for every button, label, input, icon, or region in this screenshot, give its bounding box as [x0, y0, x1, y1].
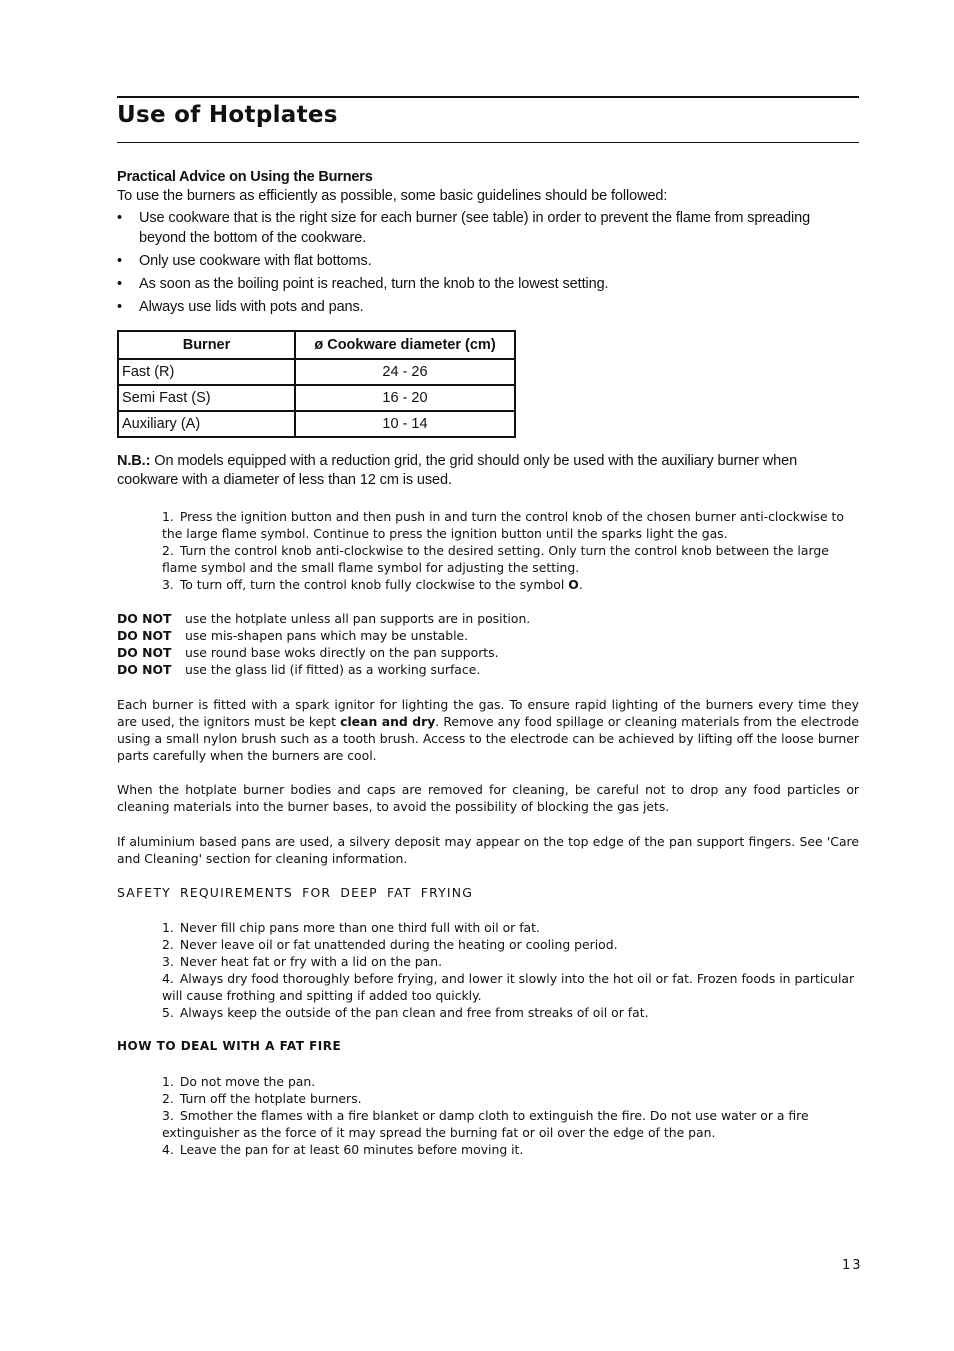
- fat-fire-heading: HOW TO DEAL WITH A FAT FIRE: [117, 1039, 342, 1053]
- table-row: [118, 359, 515, 385]
- ignitor-paragraph: Each burner is fitted with a spark ignitor for lighting the gas. To ensure rapid lighting of the burners every time they are used, the ignitors must be kept clean and dry. Remove any food spillage or cleaning materials from the electrode using a small nylon brush such as a tooth brush. Access to the electrode can be achieved by lifting off the loose burner parts carefully when the burners are cool.: [117, 697, 859, 764]
- list-item: 1. Press the ignition button and then push in and turn the control knob of the chosen burner anti-clockwise to the large flame symbol. Continue to press the ignition button until the sparks light the gas.: [162, 509, 844, 542]
- table-cell-diameter: 16 - 20: [295, 385, 515, 411]
- list-item: 4. Leave the pan for at least 60 minutes before moving it.: [162, 1142, 524, 1158]
- frying-steps: [162, 919, 859, 1022]
- list-item: 3. To turn off, turn the control knob fully clockwise to the symbol O.: [162, 577, 583, 593]
- table-row: [118, 385, 515, 411]
- table-header-burner: Burner: [118, 331, 295, 359]
- nb-text: On models equipped with a reduction grid, the grid should only be used with the auxiliary burner when cookware with a diameter of less than 12 cm is used.: [117, 453, 798, 488]
- list-item: • Always use lids with pots and pans.: [117, 299, 364, 315]
- list-item: DO NOT use the glass lid (if fitted) as a working surface.: [117, 662, 481, 678]
- table-cell-burner: Fast (R): [118, 359, 295, 385]
- nb-note: [117, 452, 859, 490]
- list-item: 3. Never heat fat or fry with a lid on the pan.: [162, 954, 443, 970]
- bullet-icon: •: [117, 276, 122, 292]
- title-rule-top: [117, 96, 859, 98]
- list-item: DO NOT use the hotplate unless all pan supports are in position.: [117, 611, 531, 626]
- list-item: • As soon as the boiling point is reached, turn the knob to the lowest setting.: [117, 276, 609, 292]
- list-item: 2. Never leave oil or fat unattended during the heating or cooling period.: [162, 937, 618, 953]
- nb-label: N.B.:: [117, 453, 151, 469]
- table-cell-burner: Auxiliary (A): [118, 411, 295, 437]
- burner-advice-intro: To use the burners as efficiently as possible, some basic guidelines should be followed:: [117, 188, 668, 204]
- bullet-icon: •: [117, 299, 122, 315]
- ignition-steps: [162, 508, 859, 593]
- aluminium-paragraph: If aluminium based pans are used, a silvery deposit may appear on the top edge of the pan support fingers. See 'Care and Cleaning' section for cleaning information.: [117, 834, 859, 867]
- table-header-row: [118, 331, 515, 359]
- list-item: 5. Always keep the outside of the pan clean and free from streaks of oil or fat.: [162, 1005, 649, 1021]
- list-item: • Only use cookware with flat bottoms.: [117, 253, 372, 269]
- list-item: 2. Turn off the hotplate burners.: [162, 1091, 362, 1107]
- burner-advice-heading: Practical Advice on Using the Burners: [117, 169, 373, 185]
- cleaning-paragraph: When the hotplate burner bodies and caps are removed for cleaning, be careful not to drop any food particles or cleaning materials into the burner bases, to avoid the possibility of blocking the gas jets.: [117, 782, 859, 815]
- bullet-icon: •: [117, 253, 122, 269]
- table-cell-diameter: 24 - 26: [295, 359, 515, 385]
- list-item: DO NOT use round base woks directly on the pan supports.: [117, 645, 499, 661]
- table-header-diameter: ø Cookware diameter (cm): [295, 331, 515, 359]
- table-cell-diameter: 10 - 14: [295, 411, 515, 437]
- off-symbol: O: [568, 577, 579, 593]
- table-row: [118, 411, 515, 437]
- frying-heading: SAFETY REQUIREMENTS FOR DEEP FAT FRYING: [117, 885, 473, 900]
- list-item: • Use cookware that is the right size for each burner (see table) in order to prevent the flame from spreading beyond the bottom of the cookware.: [117, 210, 811, 246]
- bullet-icon: •: [117, 210, 122, 226]
- list-item: 1. Do not move the pan.: [162, 1074, 316, 1089]
- page-number: 13: [842, 1258, 863, 1273]
- title-rule-bottom: [117, 142, 859, 143]
- page-title: Use of Hotplates: [117, 102, 338, 128]
- list-item: 3. Smother the flames with a fire blanket or damp cloth to extinguish the fire. Do not use water or a fire extinguisher as the force of it may spread the burning fat or oil over the edge of the pan.: [162, 1108, 809, 1141]
- table-cell-burner: Semi Fast (S): [118, 385, 295, 411]
- list-item: 2. Turn the control knob anti-clockwise to the desired setting. Only turn the control knob between the large flame symbol and the small flame symbol for adjusting the setting.: [162, 543, 829, 576]
- list-item: 1. Never fill chip pans more than one third full with oil or fat.: [162, 920, 540, 935]
- list-item: 4. Always dry food thoroughly before frying, and lower it slowly into the hot oil or fat. Frozen foods in particular will cause frothing and spitting if added too quickly.: [162, 971, 855, 1004]
- list-item: DO NOT use mis-shapen pans which may be unstable.: [117, 628, 469, 644]
- burner-advice-list: [117, 208, 859, 320]
- do-not-list: [117, 610, 530, 678]
- cookware-size-table: [117, 330, 516, 438]
- fat-fire-steps: [162, 1073, 859, 1158]
